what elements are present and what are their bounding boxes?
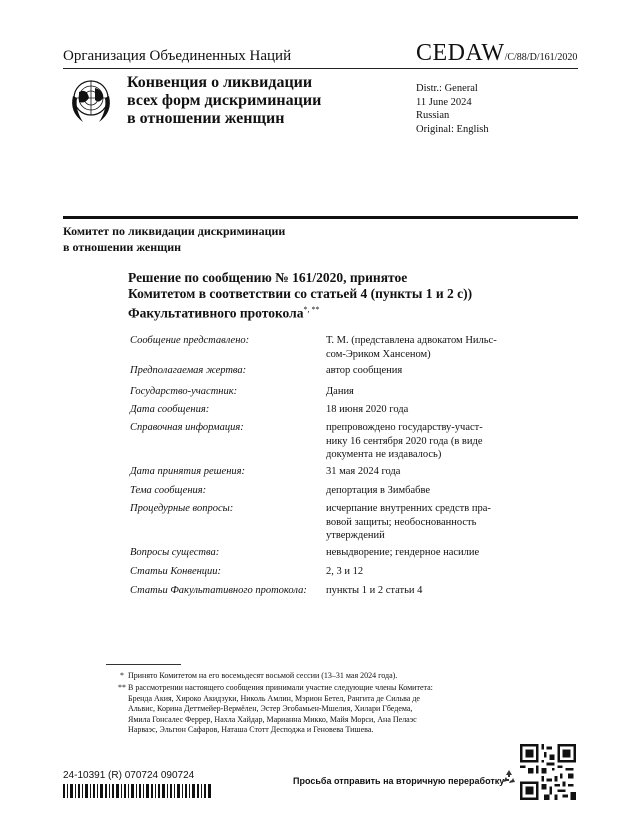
distr-language: Russian: [416, 110, 450, 121]
distribution-info: [416, 82, 489, 136]
decision-title: [128, 270, 548, 322]
info-value: депортация в Зимбабве: [326, 485, 431, 496]
info-value: невыдворение; гендерное насилие: [326, 547, 480, 558]
barcode-icon: [63, 784, 213, 798]
recycle-icon: [500, 768, 518, 786]
decision-title-line: Факультативного протокола*, **: [128, 305, 320, 321]
distr-original: Original: English: [416, 123, 489, 135]
info-value: Дания: [326, 386, 354, 397]
document-number: 24-10391 (R) 070724 090724: [63, 770, 195, 781]
distr-line: Distr.: General: [416, 83, 478, 94]
header-rule: [63, 68, 578, 69]
footnote-text: В рассмотрении настоящего сообщения принимали участие следующие члены Комитета: Бренда Акия, Хироко Акидзуки, Николь Амлин, Мэрион Бетел, Рангита де Сильва де Альвис, Корина Деттмейер-Вермёлен, Эстер Эгобамьен-Мшелия, Хилари Гбедема, Ямила Гонсалес Феррер, Нахла Хайдар, Марианна Микко, Майя Морси, Ана Пелаэс Нарваэс, Эльгюн Сафаров, Наташа Стотт Десподжа и Геновева Тишева.: [128, 683, 433, 734]
qr-code-icon: [520, 744, 576, 800]
decision-title-line: Решение по сообщению № 161/2020, принятое: [128, 270, 408, 285]
committee-line: Комитет по ликвидации дискриминации: [63, 224, 286, 238]
document-symbol: [416, 40, 577, 67]
info-label: Вопросы существа:: [130, 547, 220, 558]
recycle-note: Просьба отправить на вторичную переработку: [293, 776, 505, 786]
info-label: Процедурные вопросы:: [130, 503, 234, 514]
info-label: Государство-участник:: [130, 386, 238, 397]
info-label: Тема сообщения:: [130, 485, 207, 496]
info-value: 31 мая 2024 года: [326, 466, 401, 477]
info-label: Дата принятия решения:: [130, 466, 246, 477]
info-value: пункты 1 и 2 статьи 4: [326, 585, 423, 596]
organization-name: Организация Объединенных Наций: [63, 48, 292, 64]
footnote-mark: *: [120, 671, 124, 680]
info-value: исчерпание внутренних средств пра- вовой защиты; необоснованность утверждений: [326, 503, 491, 541]
info-label: Дата сообщения:: [130, 404, 210, 415]
convention-title-line: всех форм дискриминации: [127, 92, 322, 109]
footnote-marks: *, **: [303, 305, 320, 314]
info-value: 18 июня 2020 года: [326, 404, 409, 415]
info-value: автор сообщения: [326, 365, 403, 376]
section-rule: [63, 216, 578, 219]
info-label: Статьи Факультативного протокола:: [130, 585, 307, 596]
info-value: препровождено государству-участ- нику 16 сентября 2020 года (в виде документа не издавалось): [326, 422, 483, 460]
convention-title: [127, 74, 387, 128]
symbol-main: CEDAW: [416, 40, 505, 66]
info-value: 2, 3 и 12: [326, 566, 364, 577]
footnote-text: Принято Комитетом на его восемьдесят восьмой сессии (13–31 мая 2024 года).: [128, 671, 398, 680]
distr-date: 11 June 2024: [416, 96, 472, 108]
committee-line: в отношении женщин: [63, 239, 182, 254]
info-label: Сообщение представлено:: [130, 335, 250, 346]
info-label: Справочная информация:: [130, 422, 244, 433]
info-label: Статьи Конвенции:: [130, 566, 222, 577]
decision-title-line: Комитетом в соответствии со статьей 4 (пункты 1 и 2 с)): [128, 286, 473, 301]
info-value: Т. М. (представлена адвокатом Нильс- сом-Эриком Хансеном): [326, 335, 497, 360]
info-label: Предполагаемая жертва:: [130, 365, 247, 376]
footnote-separator: [106, 664, 181, 665]
committee-name: [63, 224, 343, 255]
symbol-suffix: /C/88/D/161/2020: [504, 52, 578, 63]
footnote-mark: **: [118, 683, 126, 692]
convention-title-line: в отношении женщин: [127, 110, 285, 127]
convention-title-line: Конвенция о ликвидации: [127, 74, 313, 91]
un-emblem-icon: [65, 74, 117, 126]
